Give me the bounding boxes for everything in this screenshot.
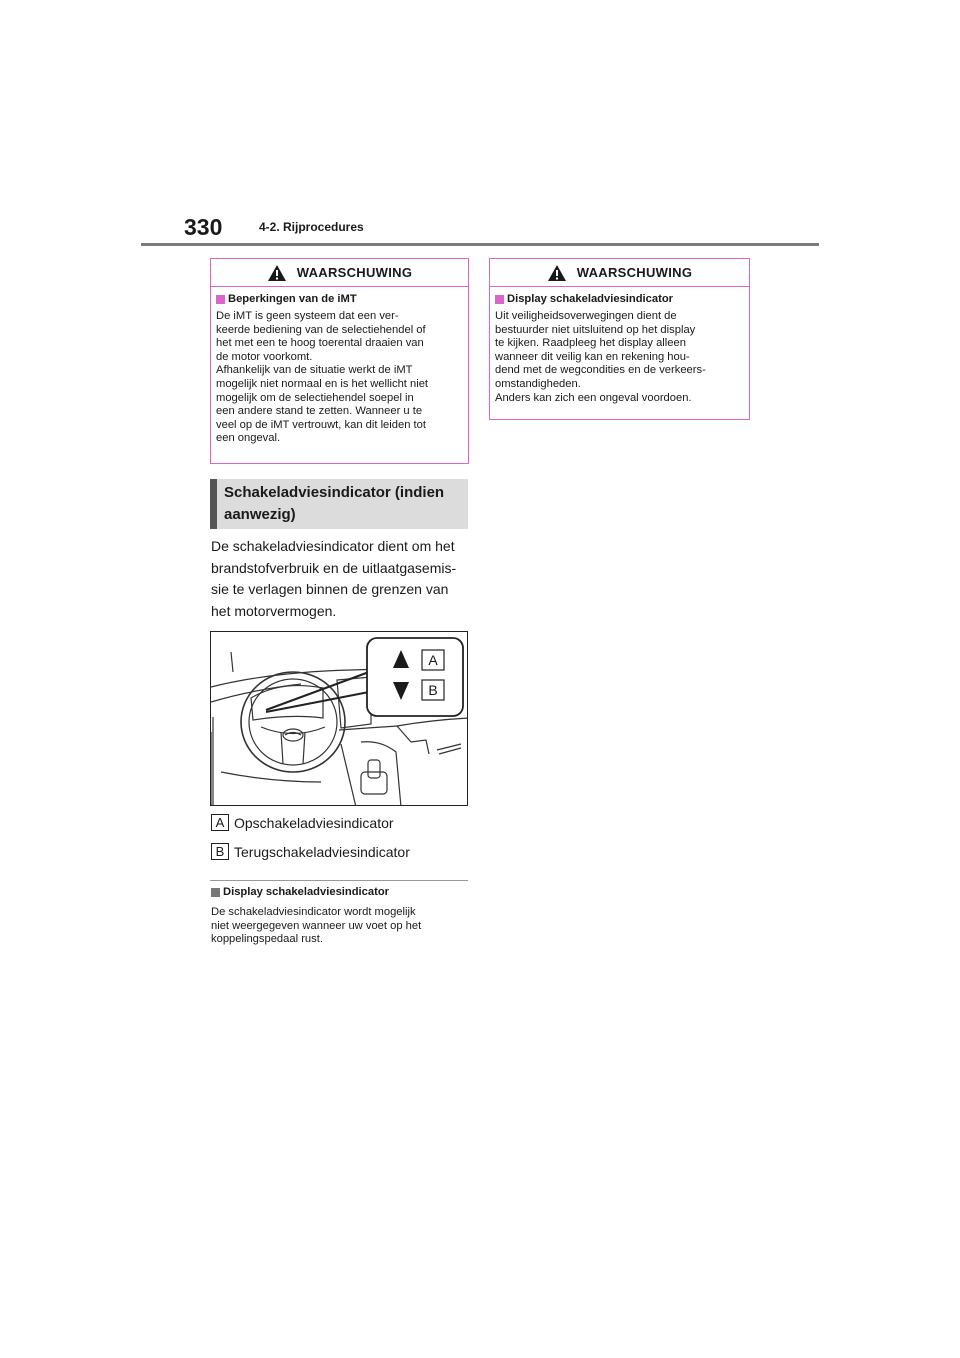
note-subtitle-text: Display schakeladviesindicator (223, 886, 390, 898)
warning-subtitle (216, 293, 463, 305)
legend-key: B (211, 843, 229, 860)
gray-square-bullet-icon (211, 888, 220, 897)
warning-subtitle-text: Display schakeladviesindicator (507, 293, 674, 305)
dashboard-drawing (211, 632, 468, 806)
warning-title: WAARSCHUWING (296, 265, 413, 280)
pink-square-bullet-icon (495, 295, 504, 304)
warning-subtitle (495, 293, 744, 305)
section-heading (210, 479, 468, 529)
warning-title: WAARSCHUWING (576, 265, 693, 280)
callout-label-b: B (428, 682, 438, 698)
warning-header (490, 259, 749, 287)
section-title: 4-2. Rijprocedures (259, 220, 364, 234)
warning-header (211, 259, 468, 287)
legend-item-b (211, 843, 410, 860)
warning-triangle-icon (547, 264, 567, 282)
warning-text: De iMT is geen systeem dat een ver- keerde bediening van de selectiehendel of het met een te hoog toerental draaien van de motor voorkomt. Afhankelijk van de situatie werkt de iMT mogelijk niet normaal en is het wellicht niet mogelijk om de selectiehendel soepel in een andere stand te zetten. Wanneer u te veel op de iMT vertrouwt, kan dit leiden tot een ongeval. (216, 310, 429, 445)
note-text: De schakeladviesindicator wordt mogelijk niet weergegeven wanneer uw voet op het koppelingspedaal rust. (211, 906, 422, 946)
page-number: 330 (184, 214, 223, 240)
warning-box-imt (210, 258, 469, 464)
legend-item-a (211, 814, 394, 831)
legend-text: Terugschakeladviesindicator (234, 843, 410, 860)
divider (210, 880, 468, 881)
warning-subtitle-text: Beperkingen van de iMT (228, 293, 357, 305)
pink-square-bullet-icon (216, 295, 225, 304)
note-subtitle (211, 886, 389, 898)
legend-key: A (211, 814, 229, 831)
warning-triangle-icon (267, 264, 287, 282)
legend-text: Opschakeladviesindicator (234, 814, 394, 831)
intro-paragraph: De schakeladviesindicator dient om het brandstofverbruik en de uitlaatgasemis- sie te verlagen binnen de grenzen van het motorvermogen. (211, 538, 457, 619)
section-heading-text: Schakeladviesindicator (indien aanwezig) (224, 484, 445, 523)
warning-box-display (489, 258, 750, 420)
warning-text: Uit veiligheidsoverwegingen dient de bestuurder niet uitsluitend op het display te kijken. Raadpleeg het display alleen wanneer dit veilig kan en rekening hou- dend met de wegcondities en de verkeers- omstandigheden. Anders kan zich een ongeval voordoen. (495, 310, 706, 404)
dashboard-illustration (210, 631, 468, 806)
callout-label-a: A (428, 652, 438, 668)
header-rule (141, 243, 819, 246)
